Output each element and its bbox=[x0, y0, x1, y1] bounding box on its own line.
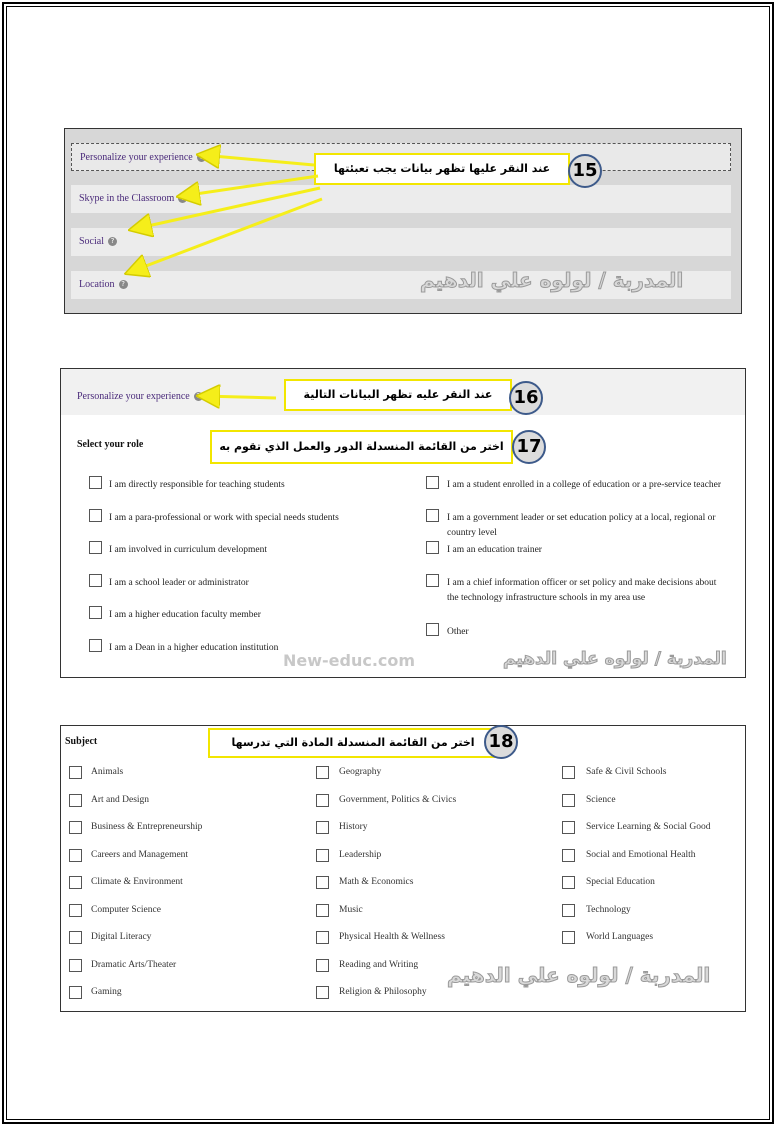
subject-option: Animals bbox=[91, 767, 124, 777]
role-option: I am an education trainer bbox=[447, 545, 542, 555]
help-icon[interactable]: ? bbox=[108, 237, 117, 246]
location-label: Location bbox=[79, 279, 115, 290]
subject-option: Social and Emotional Health bbox=[586, 849, 696, 860]
arrow-to-personalize-header bbox=[202, 396, 276, 398]
role-option: I am a chief information officer or set policy and make decisions about the technology infrastructure schools in my area use bbox=[447, 578, 717, 603]
subject-label: Subject bbox=[65, 736, 98, 747]
step-badge-18: 18 bbox=[484, 725, 518, 759]
callout-18: اختر من القائمة المنسدلة المادة التي تدرسها bbox=[208, 728, 498, 758]
arrow-to-personalize bbox=[202, 155, 314, 165]
trainer-watermark: المدربة / لولوه علي الدهيم bbox=[420, 268, 684, 292]
site-watermark: New-educ.com bbox=[283, 651, 416, 670]
subject-option: Digital Literacy bbox=[91, 932, 152, 942]
role-option: I am directly responsible for teaching students bbox=[109, 480, 285, 490]
role-label: Select your role bbox=[77, 439, 144, 450]
subject-option: Special Education bbox=[586, 877, 655, 887]
subject-option: Reading and Writing bbox=[339, 959, 419, 970]
help-icon[interactable]: ? bbox=[197, 153, 206, 162]
subject-option: Dramatic Arts/Theater bbox=[91, 959, 177, 970]
subject-option: Leadership bbox=[339, 849, 382, 860]
subject-option: History bbox=[339, 822, 368, 832]
subject-option: Science bbox=[586, 794, 616, 805]
help-icon[interactable]: ? bbox=[178, 194, 187, 203]
help-icon[interactable]: ? bbox=[194, 392, 203, 401]
subject-option: Government, Politics & Civics bbox=[339, 794, 457, 805]
subject-option: Physical Health & Wellness bbox=[339, 932, 445, 942]
role-option: I am a Dean in a higher education institution bbox=[109, 643, 279, 653]
trainer-watermark: المدربة / لولوه علي الدهيم bbox=[447, 963, 711, 987]
skype-label: Skype in the Classroom bbox=[79, 193, 175, 204]
trainer-watermark: المدربة / لولوه علي الدهيم bbox=[503, 649, 727, 669]
subject-option: Geography bbox=[339, 767, 382, 777]
callout-17: اختر من القائمة المنسدلة الدور والعمل الذي تقوم به bbox=[210, 430, 513, 464]
role-option: I am a para-professional or work with special needs students bbox=[109, 513, 339, 523]
subject-option: Gaming bbox=[91, 987, 122, 997]
subject-option: Service Learning & Social Good bbox=[586, 822, 711, 832]
subject-option: Math & Economics bbox=[339, 877, 414, 887]
subject-option: Careers and Management bbox=[91, 849, 189, 860]
role-option: I am a government leader or set education policy at a local, regional or country level bbox=[447, 513, 716, 538]
role-option: I am a higher education faculty member bbox=[109, 610, 261, 620]
role-option: I am a school leader or administrator bbox=[109, 578, 249, 588]
role-option: Other bbox=[447, 627, 469, 637]
callout-16: عند النقر عليه تظهر البيانات التالية bbox=[284, 379, 512, 411]
personalize-label: Personalize your experience bbox=[77, 391, 190, 402]
step-badge-15: 15 bbox=[568, 154, 602, 188]
subject-option: Business & Entrepreneurship bbox=[91, 822, 203, 832]
subject-option: World Languages bbox=[586, 932, 654, 942]
subject-option: Technology bbox=[586, 904, 631, 915]
social-label: Social bbox=[79, 236, 104, 247]
subject-option: Music bbox=[339, 904, 363, 915]
personalize-label: Personalize your experience bbox=[80, 152, 193, 163]
subject-option: Art and Design bbox=[91, 794, 150, 805]
role-option: I am involved in curriculum development bbox=[109, 545, 268, 555]
subject-option: Safe & Civil Schools bbox=[586, 767, 667, 777]
subject-option: Religion & Philosophy bbox=[339, 987, 427, 997]
help-icon[interactable]: ? bbox=[119, 280, 128, 289]
subject-option: Climate & Environment bbox=[91, 877, 183, 887]
arrow-to-social bbox=[134, 188, 320, 229]
step-badge-16: 16 bbox=[509, 381, 543, 415]
subject-option: Computer Science bbox=[91, 904, 161, 915]
step-badge-17: 17 bbox=[512, 430, 546, 464]
role-option: I am a student enrolled in a college of education or a pre-service teacher bbox=[447, 480, 722, 490]
callout-15: عند النقر عليها تظهر بيانات يجب تعبئتها bbox=[314, 153, 570, 185]
